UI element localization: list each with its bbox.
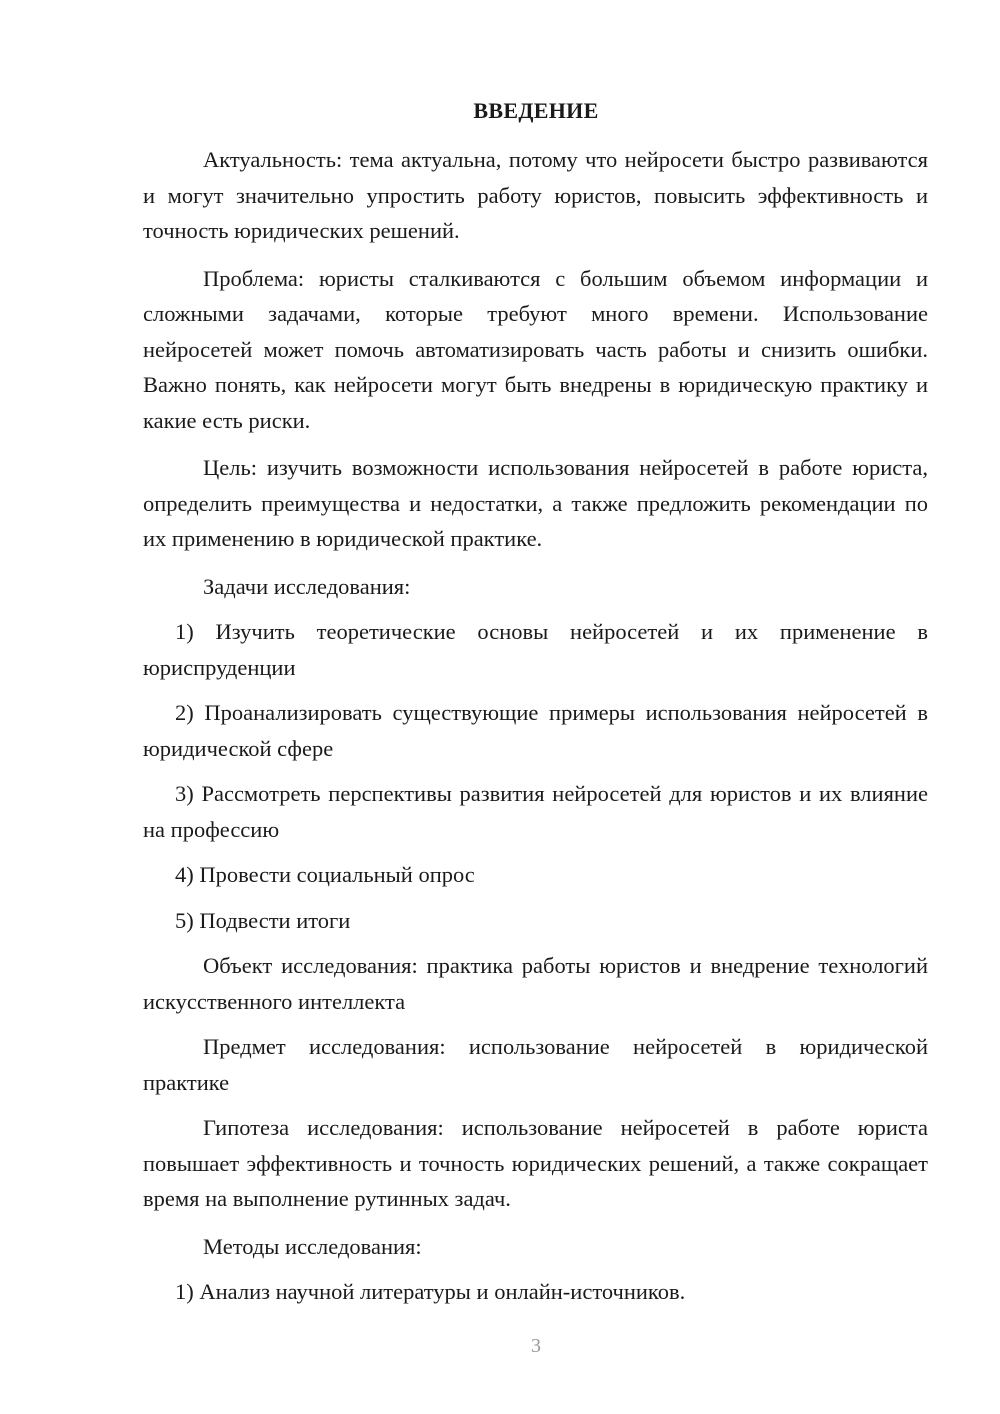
list-item-task-4: 4) Провести социальный опрос: [175, 862, 475, 887]
paragraph-relevance: Актуальность: тема актуальна, потому что нейросети быстро развиваются и могут значительно упростить работу юристов, повысить эффективность и точность юридических решений.: [143, 147, 928, 243]
list-item-task-3: 3) Рассмотреть перспективы развития нейросетей для юристов и их влияние на профессию: [143, 781, 928, 842]
list-item-task-2: 2) Проанализировать существующие примеры использования нейросетей в юридической сфере: [143, 700, 928, 761]
list-item-task-5: 5) Подвести итоги: [175, 907, 351, 933]
paragraph-hypothesis: Гипотеза исследования: использование нейросетей в работе юриста повышает эффективность и точность юридических решений, а также сокращает время на выполнение рутинных задач.: [143, 1115, 928, 1211]
paragraph-subject: Предмет исследования: использование нейросетей в юридической практике: [143, 1034, 928, 1095]
list-item-method-1: 1) Анализ научной литературы и онлайн-источников.: [175, 1279, 686, 1304]
paragraph-object: Объект исследования: практика работы юристов и внедрение технологий искусственного интеллекта: [143, 953, 928, 1014]
page-number: 3: [531, 1335, 541, 1357]
list-item-task-1: 1) Изучить теоретические основы нейросетей и их применение в юриспруденции: [143, 619, 928, 680]
tasks-heading: Задачи исследования:: [203, 573, 411, 599]
paragraph-problem: Проблема: юристы сталкиваются с большим объемом информации и сложными задачами, которые требуют много времени. Использование нейросетей может помочь автоматизировать часть работы и снизить ошибки. Важно понять, как нейросети могут быть внедрены в юридическую практику и какие есть риски.: [143, 265, 928, 433]
section-title: ВВЕДЕНИЕ: [473, 98, 599, 123]
paragraph-goal: Цель: изучить возможности использования нейросетей в работе юриста, определить преимущества и недостатки, а также предложить рекомендации по их применению в юридической практике.: [143, 455, 928, 551]
document-body: [143, 142, 928, 1320]
methods-heading: Методы исследования:: [203, 1233, 422, 1259]
